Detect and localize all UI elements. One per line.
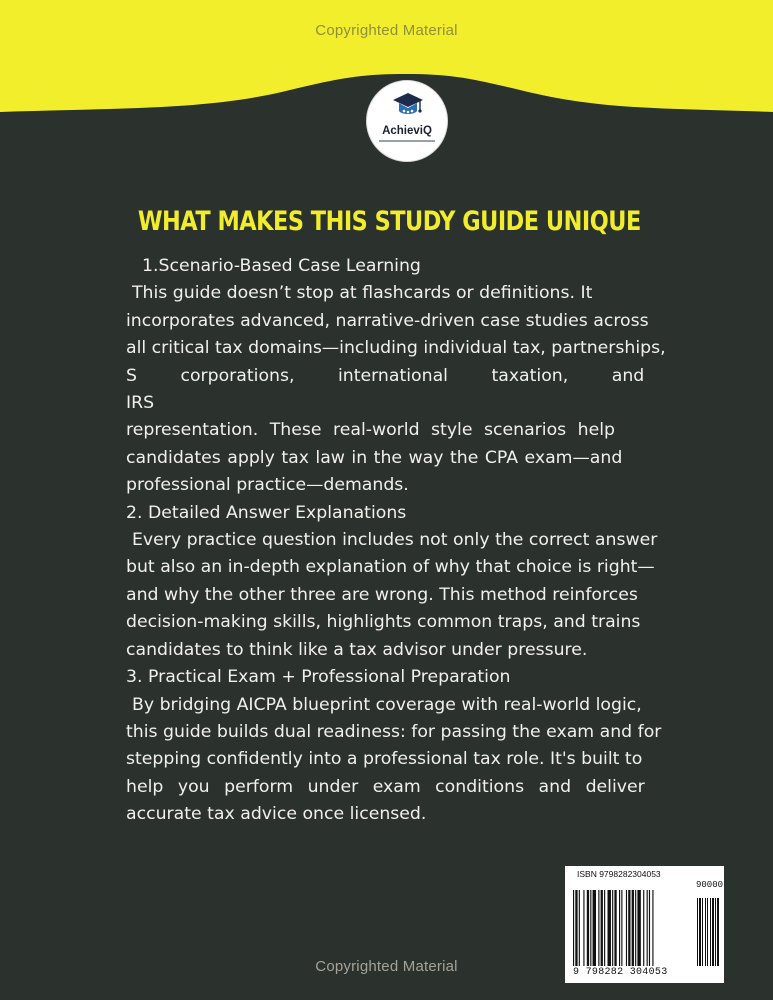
section-2-line: candidates to think like a tax advisor under pressure.	[126, 639, 588, 660]
isbn-digits: 9 798282 304053	[573, 967, 668, 978]
section-1-line: incorporates advanced, narrative-driven case studies across	[126, 310, 649, 331]
section-2-line: Every practice question includes not only the correct answer	[132, 530, 658, 551]
graduation-cap-icon	[392, 91, 424, 121]
price-code: 90000	[696, 880, 724, 890]
section-1-line: professional practice—demands.	[126, 475, 409, 496]
section-1-line: This guide doesn’t stop at flashcards or definitions. It	[132, 283, 593, 304]
section-1-line: representation. These real-world style scenarios help	[126, 420, 615, 441]
section-2-line: decision-making skills, highlights common traps, and trains	[126, 612, 641, 633]
section-3-line: By bridging AICPA blueprint coverage with real-world logic,	[132, 694, 642, 715]
description-body	[126, 253, 709, 829]
section-2-line: and why the other three are wrong. This method reinforces	[126, 584, 638, 605]
isbn-label: ISBN 9798282304053	[577, 869, 661, 879]
logo-name: AchieviQ	[382, 125, 432, 137]
section-3-line: stepping confidently into a professional tax role. It's built to	[126, 749, 643, 770]
section-3-line: help you perform under exam conditions and deliver	[126, 776, 645, 797]
logo-tagline-mark	[379, 140, 435, 142]
section-1-title: 1.Scenario-Based Case Learning	[142, 256, 421, 276]
section-1-line: candidates apply tax law in the way the CPA exam—and	[126, 447, 623, 468]
section-3-title: 3. Practical Exam + Professional Preparation	[126, 667, 511, 688]
watermark-bottom: Copyrighted Material	[315, 958, 458, 975]
section-3-line: accurate tax advice once licensed.	[126, 804, 427, 825]
section-2-title: 2. Detailed Answer Explanations	[126, 502, 407, 523]
section-1-line: all critical tax domains—including individual tax, partnerships,	[126, 338, 666, 359]
section-1-line: S corporations, international taxation, and IRS	[126, 365, 645, 414]
publisher-logo	[366, 80, 448, 162]
section-3-line: this guide builds dual readiness: for passing the exam and for	[126, 721, 662, 742]
section-2-line: but also an in-depth explanation of why that choice is right—	[126, 557, 655, 578]
barcode-bars	[571, 890, 721, 968]
section-heading: WHAT MAKES THIS STUDY GUIDE UNIQUE	[137, 206, 641, 237]
watermark-top: Copyrighted Material	[315, 22, 458, 39]
